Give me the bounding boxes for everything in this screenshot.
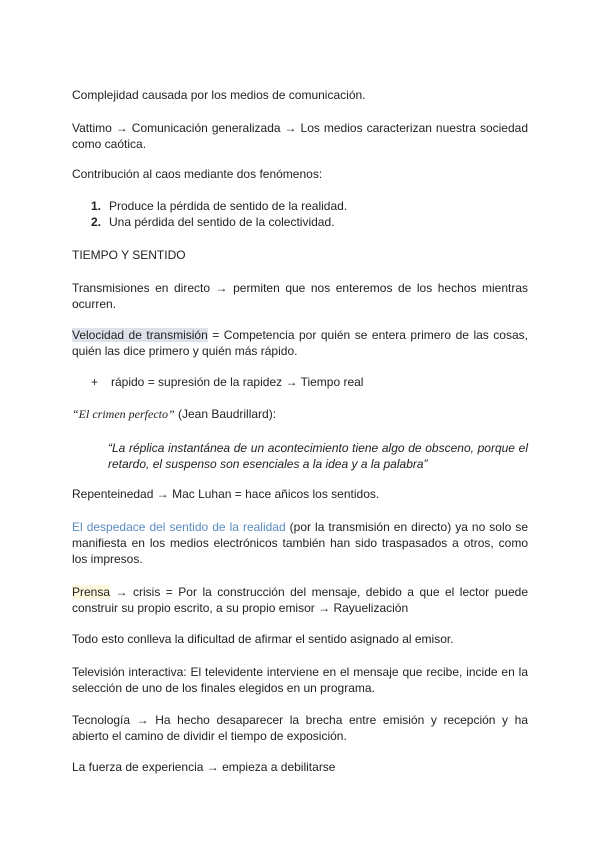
list-item-1 (91, 199, 347, 214)
paragraph-television: Televisión interactiva: El televidente interviene en el mensaje que recibe, incide en la selección de uno de los finales elegidos en un programa. (72, 665, 528, 695)
list-number-1: 1. (91, 199, 102, 213)
highlight-velocidad: Velocidad de transmisión (72, 328, 208, 342)
highlight-prensa: Prensa (72, 585, 111, 599)
list-text-1: Produce la pérdida de sentido de la realidad. (109, 199, 348, 213)
paragraph-tecnologia: Tecnología → Ha hecho desaparecer la brecha entre emisión y recepción y ha abierto el camino de dividir el tiempo de exposición. (72, 713, 528, 743)
velocidad-text: = Competencia por quién se entera primero de las cosas, quién las dice primero y quién más rápido. (72, 328, 528, 358)
bullet-text: rápido = supresión de la rapidez → Tiempo real (111, 375, 364, 389)
paragraph-crimen (72, 407, 276, 422)
section-heading: TIEMPO Y SENTIDO (72, 248, 186, 262)
list-number-2: 2. (91, 215, 102, 229)
highlight-despedace: El despedace del sentido de la realidad (72, 520, 286, 534)
book-title: “El crimen perfecto” (72, 407, 175, 421)
list-text-2: Una pérdida del sentido de la colectividad. (109, 215, 335, 229)
book-author: (Jean Baudrillard): (174, 407, 277, 421)
paragraph-repenteinedad: Repenteinedad → Mac Luhan = hace añicos los sentidos. (72, 487, 380, 501)
paragraph-contribucion: Contribución al caos mediante dos fenómenos: (72, 167, 323, 181)
paragraph-transmisiones: Transmisiones en directo → permiten que nos enteremos de los hechos mientras ocurren. (72, 281, 528, 311)
paragraph-despedace (72, 519, 528, 567)
block-quote: “La réplica instantánea de un acontecimiento tiene algo de obsceno, porque el retardo, el suspenso son esenciales a la idea y a la palabra” (108, 441, 528, 471)
prensa-text: → crisis = Por la construcción del mensaje, debido a que el lector puede construir su propio escrito, a su propio emisor → Rayuelización (72, 585, 528, 615)
paragraph-todo: Todo esto conlleva la dificultad de afirmar el sentido asignado al emisor. (72, 632, 454, 646)
paragraph-vattimo: Vattimo → Comunicación generalizada → Los medios caracterizan nuestra sociedad como caótica. (72, 121, 528, 151)
list-item-2 (91, 215, 334, 230)
paragraph-velocidad (72, 327, 528, 359)
despedace-text: (por la transmisión en directo) ya no solo se manifiesta en los medios electrónicos también han sido traspasados a otros, como los impresos. (72, 520, 529, 566)
paragraph-complejidad: Complejidad causada por los medios de comunicación. (72, 88, 366, 102)
bullet-item (91, 375, 363, 390)
bullet-plus-icon: + (91, 375, 99, 389)
paragraph-fuerza: La fuerza de experiencia → empieza a debilitarse (72, 760, 336, 774)
paragraph-prensa (72, 584, 528, 616)
